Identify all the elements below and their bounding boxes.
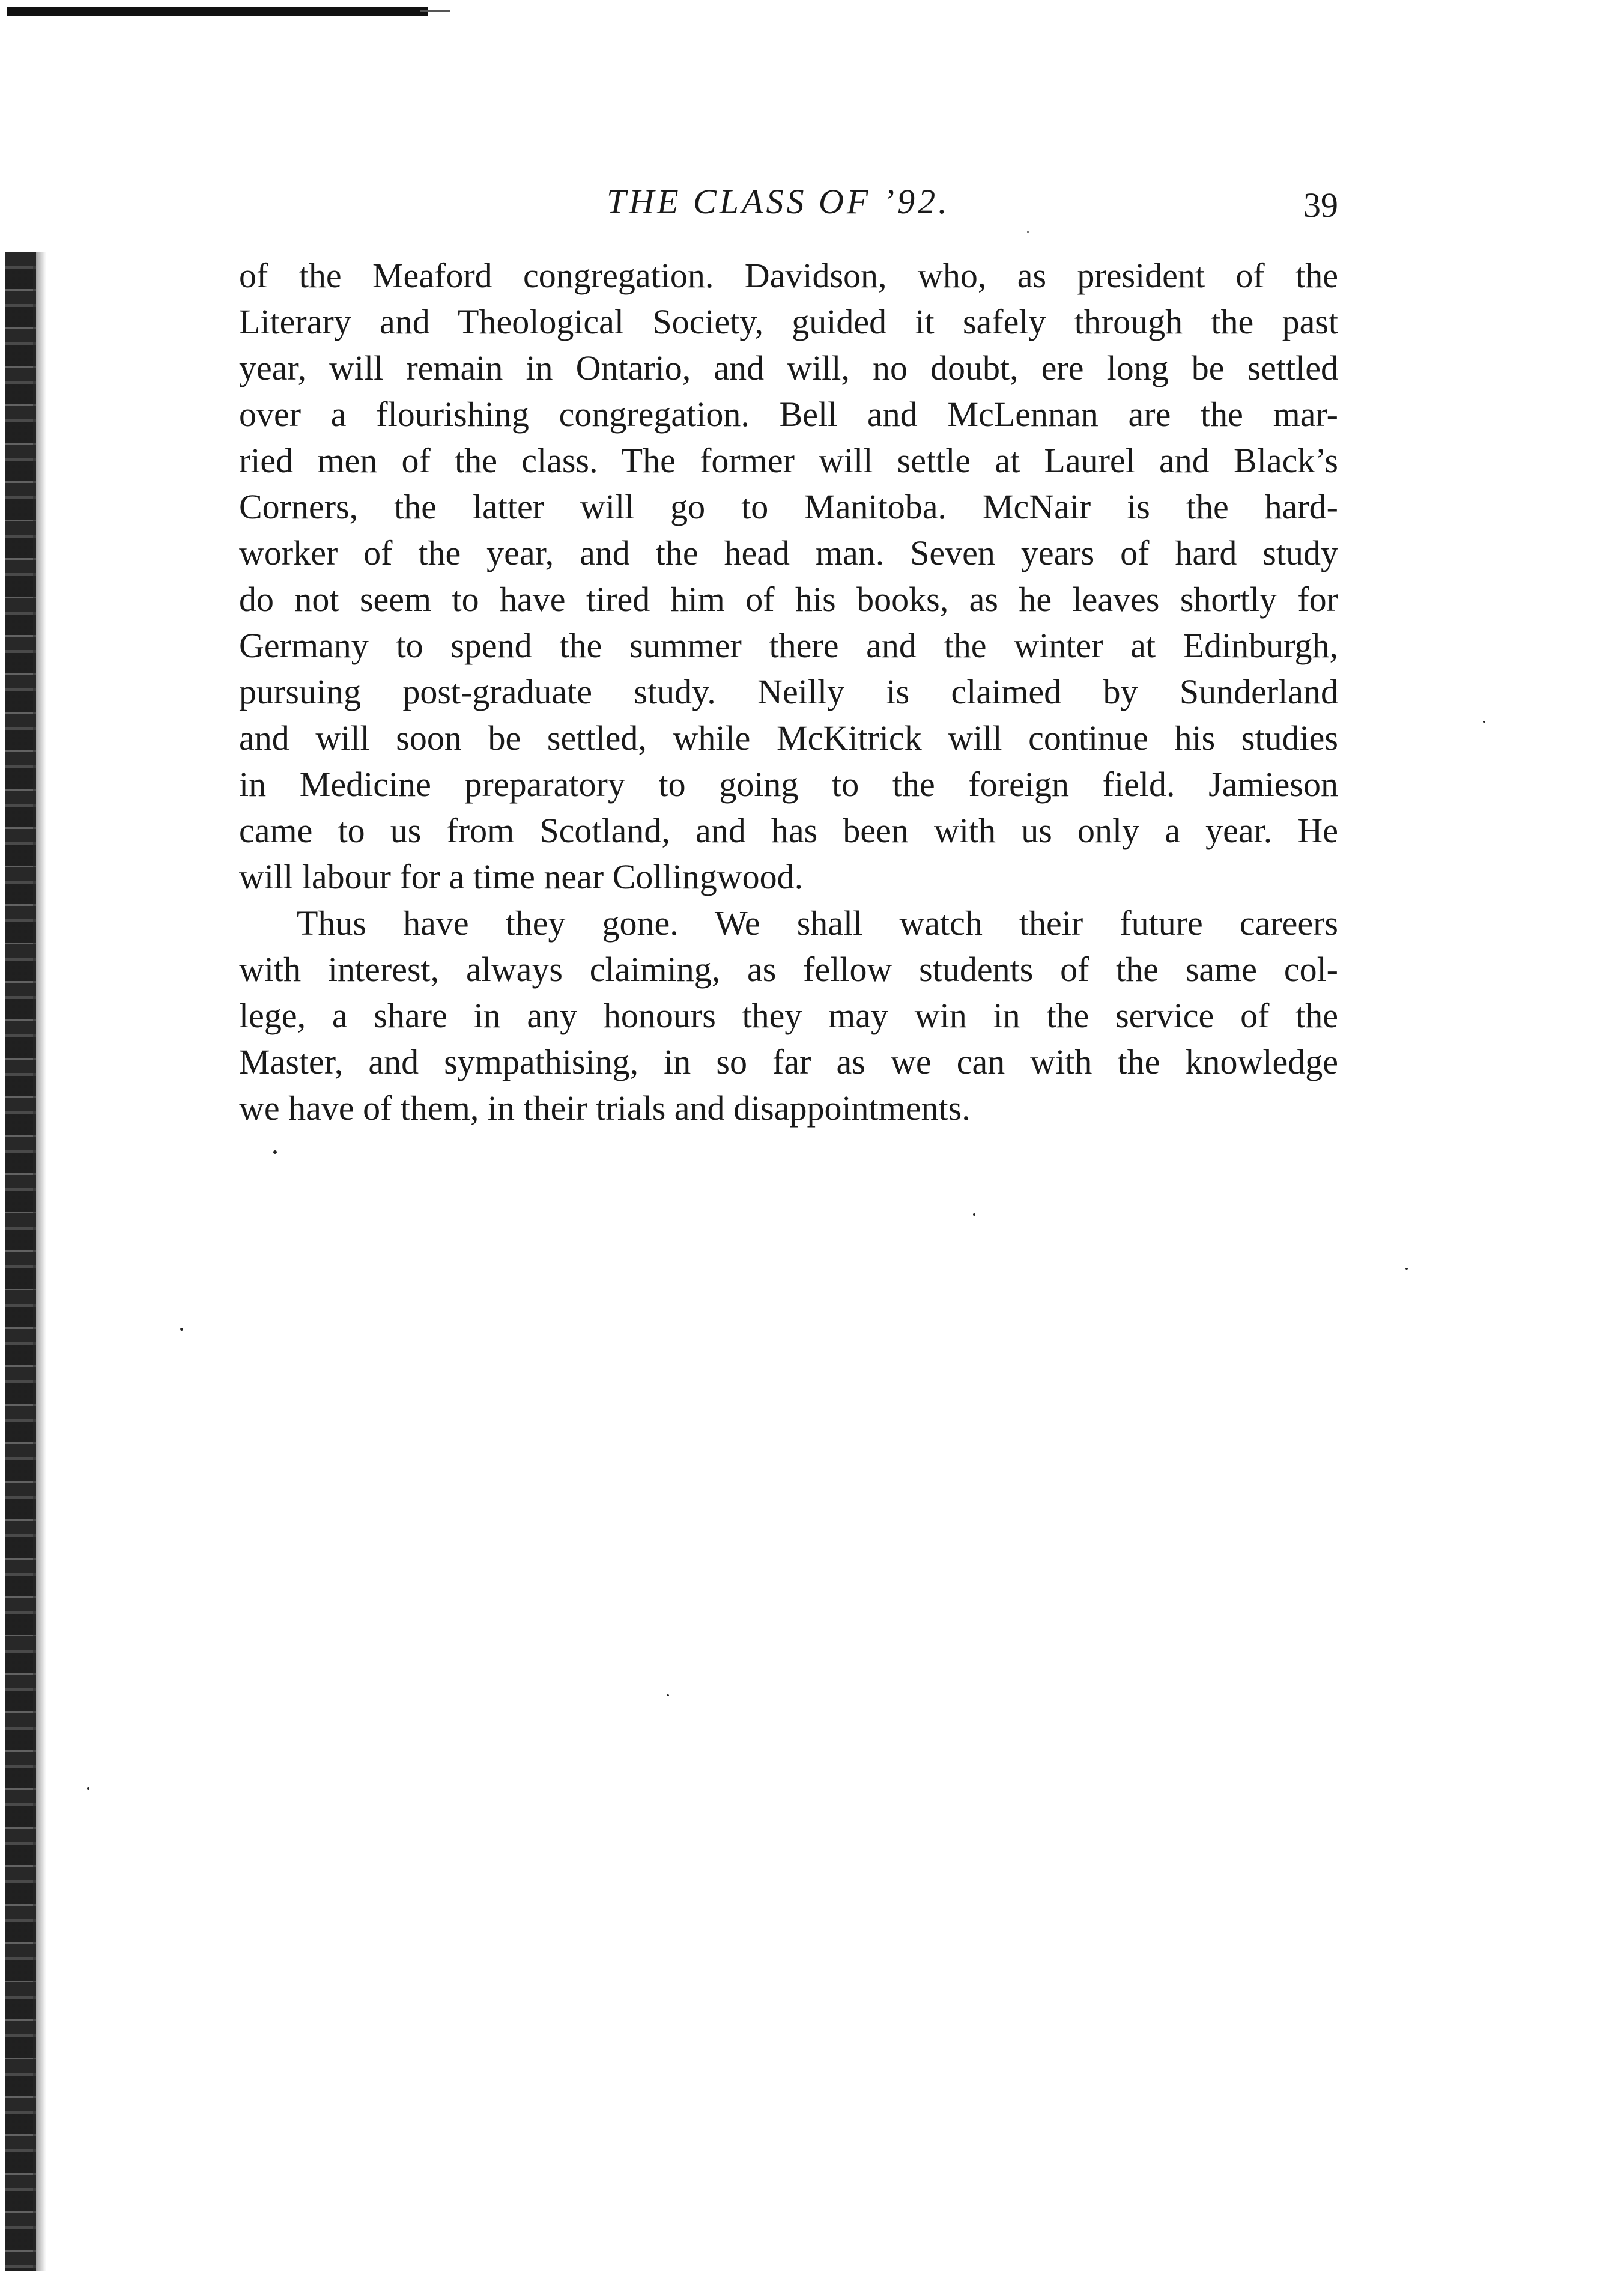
running-head-title: THE CLASS OF ’92. (607, 182, 950, 221)
scan-speck (667, 1694, 669, 1696)
scanned-binding-shadow (33, 252, 46, 2271)
text-line: pursuing post-graduate study. Neilly is claimed by Sunderland (239, 672, 1338, 711)
text-line: with interest, always claiming, as fellow students of the same col- (239, 950, 1338, 989)
text-line: Thus have they gone. We shall watch their future careers (297, 904, 1338, 943)
text-line: of the Meaford congregation. Davidson, who, as president of the (239, 256, 1338, 295)
text-line: in Medicine preparatory to going to the foreign field. Jamieson (239, 765, 1338, 804)
paragraph (239, 252, 1338, 900)
scan-speck (1405, 1268, 1408, 1270)
scan-speck (180, 1328, 183, 1331)
scanned-binding-edge (5, 252, 36, 2271)
scan-speck (973, 1213, 975, 1216)
scan-speck (273, 1150, 277, 1154)
text-line: do not seem to have tired him of his books, as he leaves shortly for (239, 580, 1338, 619)
text-line: Corners, the latter will go to Manitoba. McNair is the hard- (239, 487, 1338, 526)
scan-speck (1027, 231, 1029, 233)
top-border-rule (7, 7, 428, 16)
body-text (239, 252, 1338, 1131)
text-line: and will soon be settled, while McKitrick will continue his studies (239, 718, 1338, 758)
top-border-rule-tail (420, 10, 450, 12)
scan-speck (1483, 721, 1485, 723)
text-line: Literary and Theological Society, guided it safely through the past (239, 302, 1338, 341)
text-line: came to us from Scotland, and has been with us only a year. He (239, 811, 1338, 850)
text-line: lege, a share in any honours they may win in the service of the (239, 996, 1338, 1035)
paragraph (239, 900, 1338, 1131)
page-number: 39 (1303, 186, 1338, 225)
scan-speck (87, 1787, 89, 1790)
text-line: we have of them, in their trials and disappointments. (239, 1089, 971, 1128)
text-line: Germany to spend the summer there and the winter at Edinburgh, (239, 626, 1338, 665)
running-head (0, 178, 1600, 226)
text-line: ried men of the class. The former will settle at Laurel and Black’s (239, 441, 1338, 480)
text-line: Master, and sympathising, in so far as we can with the knowledge (239, 1042, 1338, 1081)
text-line: worker of the year, and the head man. Seven years of hard study (239, 533, 1338, 572)
text-line: will labour for a time near Collingwood. (239, 857, 804, 896)
text-line: year, will remain in Ontario, and will, no doubt, ere long be settled (239, 348, 1338, 387)
text-line: over a flourishing congregation. Bell and McLennan are the mar- (239, 395, 1338, 434)
